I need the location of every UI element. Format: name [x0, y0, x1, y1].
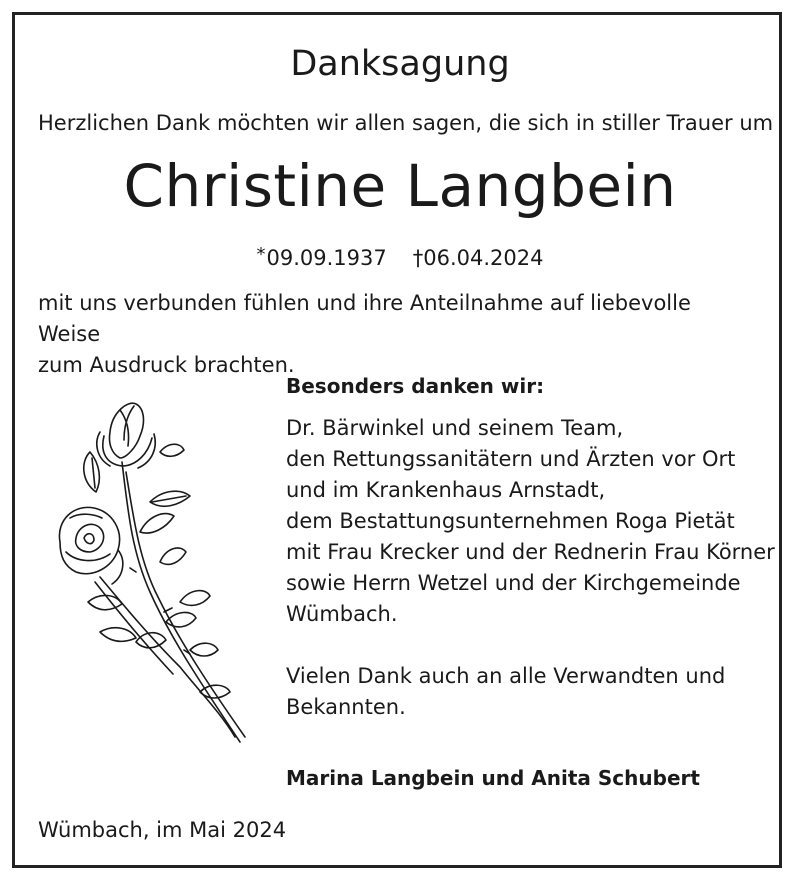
paragraph-line: mit uns verbunden fühlen und ihre Anteilnahme auf liebevolle Weise [38, 291, 691, 346]
death-date: 06.04.2024 [423, 246, 544, 270]
thanks-line: dem Bestattungsunternehmen Roga Pietät [286, 509, 735, 533]
place-date: Wümbach, im Mai 2024 [38, 818, 287, 842]
main-paragraph [38, 288, 758, 381]
intro-text: Herzlichen Dank möchten wir allen sagen, die sich in stiller Trauer um [38, 111, 774, 135]
birth-date: 09.09.1937 [266, 246, 387, 270]
thanks-line: mit Frau Krecker und der Rednerin Frau Körner [286, 540, 775, 564]
closing-text [286, 661, 725, 723]
thanks-heading: Besonders danken wir: [286, 374, 545, 398]
closing-line: Bekannten. [286, 695, 406, 719]
birth-symbol: * [256, 244, 266, 265]
death-symbol: † [412, 246, 424, 270]
thanks-line: Wümbach. [286, 602, 398, 626]
thanks-line: den Rettungssanitätern und Ärzten vor Ort [286, 447, 736, 471]
thanks-line: Dr. Bärwinkel und seinem Team, [286, 416, 624, 440]
thanks-line: und im Krankenhaus Arnstadt, [286, 478, 606, 502]
closing-line: Vielen Dank auch an alle Verwandten und [286, 664, 726, 688]
life-dates [0, 244, 800, 270]
signers: Marina Langbein und Anita Schubert [286, 766, 700, 790]
thanks-line: sowie Herrn Wetzel und der Kirchgemeinde [286, 571, 741, 595]
notice-title: Danksagung [290, 44, 510, 84]
thanks-list [286, 413, 775, 630]
paragraph-line: zum Ausdruck brachten. [38, 353, 295, 377]
rose-drawing-icon [40, 392, 260, 752]
deceased-name: Christine Langbein [123, 152, 677, 220]
